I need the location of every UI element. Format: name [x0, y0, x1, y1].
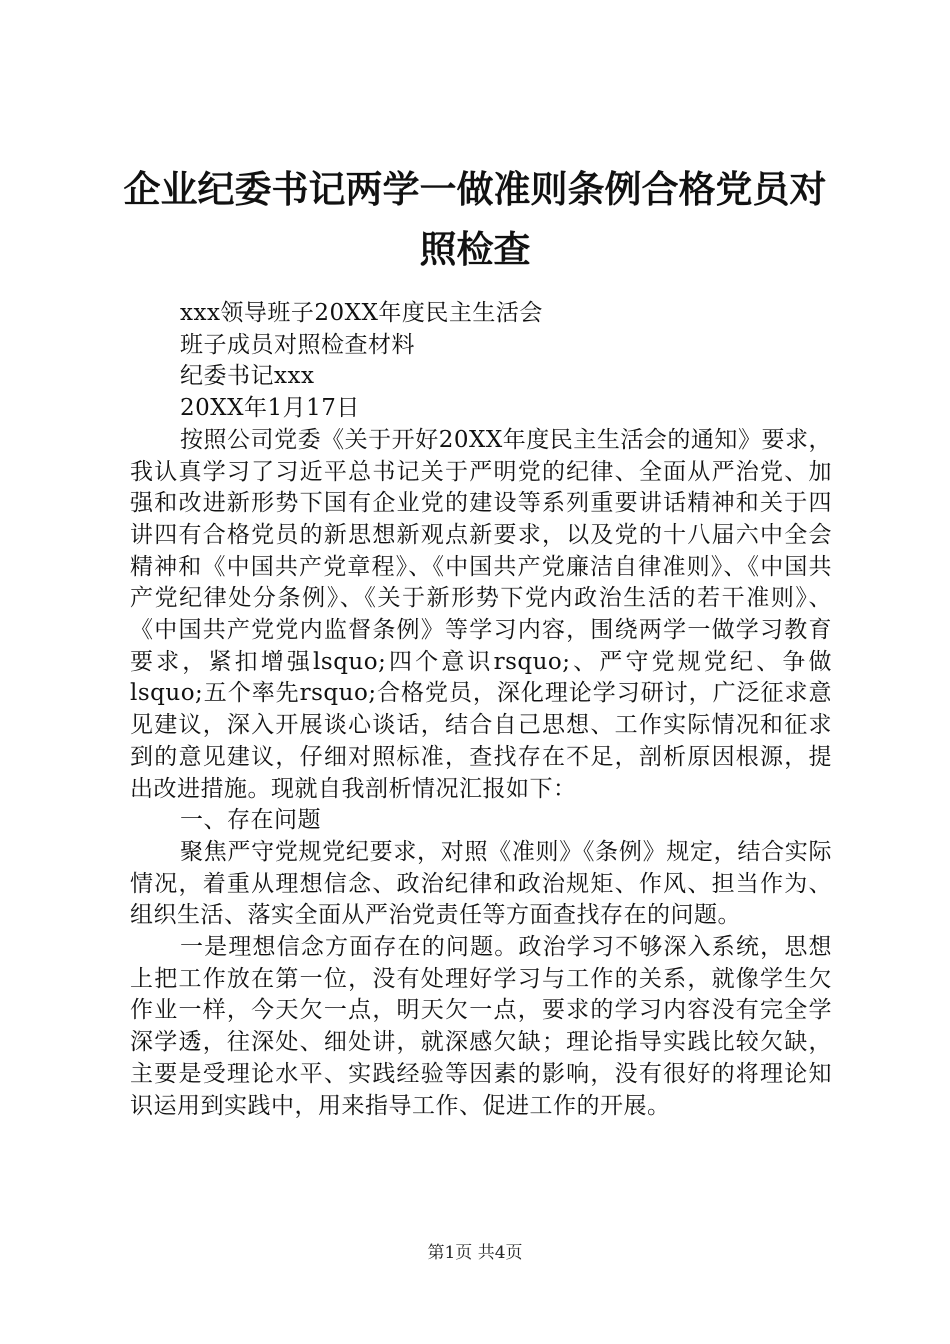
header-line-material: 班子成员对照检查材料 [180, 331, 415, 358]
header-line-author: 纪委书记xxx [180, 363, 315, 390]
header-line-organization: xxx领导班子20XX年度民主生活会 [180, 300, 543, 326]
header-line-date: 20XX年1月17日 [180, 395, 360, 422]
page-number-footer: 第1页 共4页 [427, 1243, 523, 1263]
section-heading: 一、存在问题 [180, 807, 321, 834]
paragraph-introduction: 按照公司党委《关于开好20XX年度民主生活会的通知》要求，我认真学习了习近平总书记关于严明党的纪律、全面从严治党、加强和改进新形势下国有企业党的建设等系列重要讲话精神和关于四讲四有合格党员的新思想新观点新要求，以及党的十八届六中全会精神和《中国共产党章程》、《中国共产党廉洁自律准则》、《中国共产党纪律处分条例》、《关于新形势下党内政治生活的若干准则》、《中国共产党党内监督条例》等学习内容，围绕两学一做学习教育要求，紧扣增强lsquo;四个意识rsquo;、严守党规党纪、争做lsquo;五个率先rsquo;合格党员，深化理论学习研讨，广泛征求意见建议，深入开展谈心谈话，结合自己思想、工作实际情况和征求到的意见建议，仔细对照标准，查找存在不足，剖析原因根源，提出改进措施。现就自我剖析情况汇报如下： [130, 426, 832, 802]
paragraph-section-intro: 聚焦严守党规党纪要求，对照《准则》《条例》规定，结合实际情况，着重从理想信念、政治纪律和政治规矩、作风、担当作为、组织生活、落实全面从严治党责任等方面查找存在的问题。 [130, 838, 832, 929]
document-title: 企业纪委书记两学一做准则条例合格党员对照检查 [123, 168, 827, 271]
paragraph-ideals-beliefs: 一是理想信念方面存在的问题。政治学习不够深入系统，思想上把工作放在第一位，没有处理好学习与工作的关系，就像学生欠作业一样，今天欠一点，明天欠一点，要求的学习内容没有完全学深学透，往深处、细处讲，就深感欠缺；理论指导实践比较欠缺，主要是受理论水平、实践经验等因素的影响，没有很好的将理论知识运用到实践中，用来指导工作、促进工作的开展。 [130, 934, 832, 1119]
document-body [130, 298, 832, 1122]
